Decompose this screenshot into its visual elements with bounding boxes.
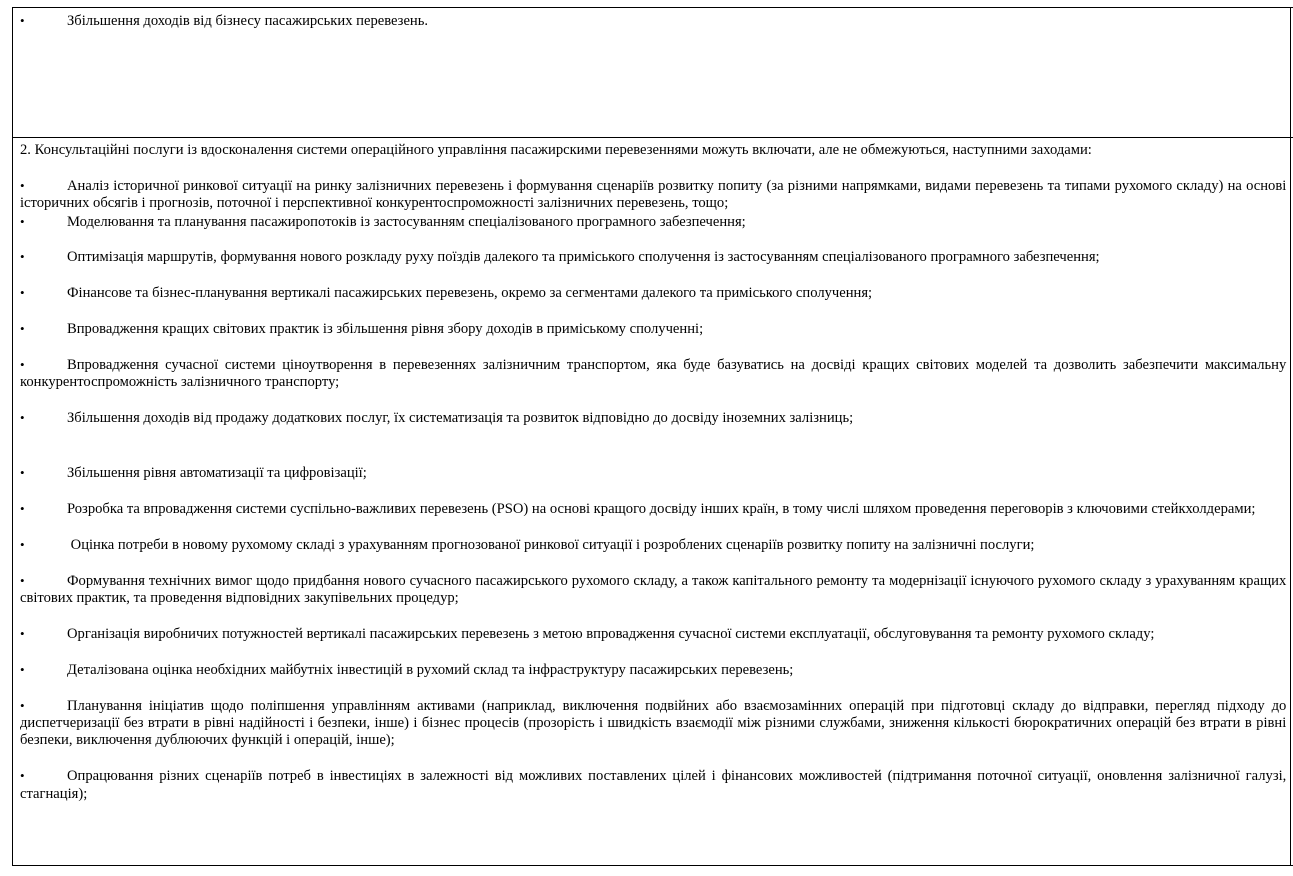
table-cell-main bbox=[13, 8, 1291, 138]
document-table bbox=[12, 7, 1293, 866]
bullet-icon: • bbox=[20, 626, 25, 641]
bullet-item bbox=[20, 500, 1286, 518]
bullet-icon: • bbox=[20, 356, 25, 372]
bullet-icon: • bbox=[20, 537, 25, 552]
bullet-item bbox=[20, 409, 1286, 427]
bullet-icon: • bbox=[20, 410, 25, 425]
bullet-icon: • bbox=[20, 697, 25, 713]
bullet-text: Опрацювання різних сценаріїв потреб в інвестиціях в залежності від можливих поставлених цілей і фінансових можливостей (підтримання поточної ситуації, оновлення залізничної галузі, стагнація); bbox=[20, 768, 1287, 802]
bullet-text: Розробка та впровадження системи суспільно-важливих перевезень (PSO) на основі кращого досвіду інших країн, в тому числі шляхом проведення переговорів з ключовими стейкхолдерами; bbox=[67, 501, 1256, 518]
bullet-text: Впровадження сучасної системи ціноутворення в перевезеннях залізничним транспортом, яка буде базуватись на досвіді кращих світових моделей та дозволить забезпечити максимальну конкурентоспроможність залізничного транспорту; bbox=[20, 356, 1287, 391]
bullet-text: Збільшення доходів від продажу додаткових послуг, їх систематизація та розвиток відповідно до досвіду іноземних залізниць; bbox=[67, 410, 854, 426]
bullet-item bbox=[20, 572, 1286, 608]
bullet-text: Фінансове та бізнес-планування вертикалі пасажирських перевезень, окремо за сегментами далекого та приміського сполучення; bbox=[67, 285, 873, 302]
section-heading: 2. Консультаційні послуги із вдосконалення системи операційного управління пасажирскими перевезеннями можуть включати, але не обмежуються, наступними заходами: bbox=[20, 142, 1092, 158]
bullet-item bbox=[20, 767, 1286, 803]
bullet-item bbox=[20, 284, 1286, 302]
bullet-item bbox=[20, 248, 1286, 266]
bullet-text: Планування ініціатив щодо поліпшення управлінням активами (наприклад, виключення подвійних або взаємозамінних операцій при підготовці складу до відправки, перегляд підходу до диспетчеризації без втрати в рівні надійності і безпеки, інше) і бізнес процесів (прозорість і швидкість взаємодії між різними службами, зниження кількості бюрократичних операцій без втрати в рівні безпеки, виключення дублюючих функцій і операцій, інше); bbox=[20, 697, 1287, 749]
bullet-text: Аналіз історичної ринкової ситуації на ринку залізничних перевезень і формування сценаріїв розвитку попиту (за різними напрямками, видами перевезень та типами рухомого складу) на основі історичних обсягів і прогнозів, поточної і перспективної конкурентоспроможності залізничних перевезень, тощо; bbox=[20, 177, 1287, 212]
bullet-item bbox=[20, 213, 1286, 231]
bullet-item bbox=[20, 661, 1286, 679]
bullet-icon: • bbox=[20, 501, 25, 517]
bullet-icon: • bbox=[20, 661, 25, 677]
bullet-icon: • bbox=[20, 572, 25, 588]
bullet-text: Збільшення рівня автоматизації та цифровізації; bbox=[67, 465, 367, 482]
bullet-text: Моделювання та планування пасажиропотоків із застосуванням спеціалізованого програмного забезпечення; bbox=[67, 213, 746, 230]
bullet-item bbox=[20, 625, 1286, 643]
bullet-text: Оцінка потреби в новому рухомому складі з урахуванням прогнозованої ринкової ситуації і розроблених сценаріїв розвитку попиту на залізничні послуги; bbox=[67, 537, 1035, 553]
table-cell-main bbox=[13, 138, 1291, 866]
table-row bbox=[13, 8, 1293, 138]
bullet-icon: • bbox=[20, 465, 25, 481]
bullet-text: Формування технічних вимог щодо придбання нового сучасного пасажирського рухомого складу, а також капітального ремонту та модернізації існуючого рухомого складу з урахуванням кращих світових практик, та проведення відповідних закупівельних процедур; bbox=[20, 572, 1287, 607]
bullet-icon: • bbox=[20, 249, 25, 265]
bullet-icon: • bbox=[20, 768, 25, 784]
bullet-item bbox=[20, 177, 1286, 213]
bullet-icon: • bbox=[20, 213, 25, 229]
bullet-icon: • bbox=[20, 13, 25, 28]
bullet-text: Організація виробничих потужностей вертикалі пасажирських перевезень з метою впровадження сучасної системи експлуатації, обслуговування та ремонту рухомого складу; bbox=[67, 626, 1155, 642]
bullet-text: Деталізована оцінка необхідних майбутніх інвестицій в рухомий склад та інфраструктуру пасажирських перевезень; bbox=[67, 661, 794, 678]
bullet-item bbox=[20, 464, 1286, 482]
bullet-item bbox=[20, 697, 1286, 750]
bullet-icon: • bbox=[20, 177, 25, 193]
bullet-icon: • bbox=[20, 321, 25, 336]
table-row bbox=[13, 138, 1293, 866]
bullet-item bbox=[20, 536, 1286, 554]
bullet-text: Оптимізація маршрутів, формування нового розкладу руху поїздів далекого та приміського сполучення із застосуванням спеціалізованого програмного забезпечення; bbox=[67, 249, 1100, 266]
bullet-text: Впровадження кращих світових практик із збільшення рівня збору доходів в приміському сполученні; bbox=[67, 321, 704, 337]
bullet-item bbox=[20, 356, 1286, 392]
bullet-item bbox=[20, 12, 1286, 30]
bullet-item bbox=[20, 320, 1286, 338]
bullet-icon: • bbox=[20, 285, 25, 301]
bullet-text: Збільшення доходів від бізнесу пасажирських перевезень. bbox=[67, 13, 429, 29]
